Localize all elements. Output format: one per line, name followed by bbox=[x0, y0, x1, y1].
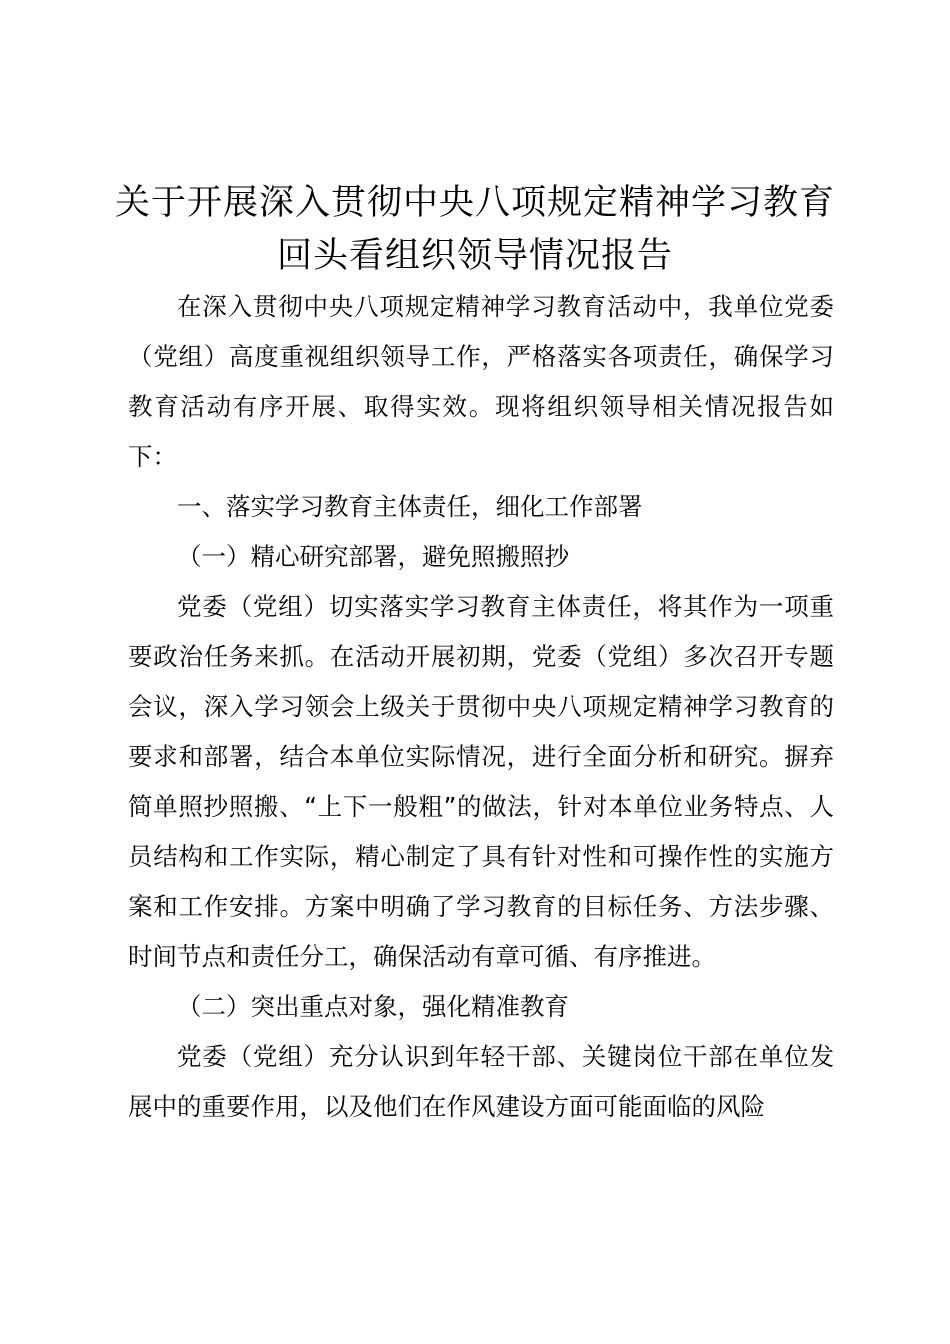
subsection-heading-2: （二）突出重点对象，强化精准教育 bbox=[177, 992, 569, 1021]
document-title-line-2: 回头看组织领导情况报告 bbox=[276, 236, 673, 276]
document-body bbox=[128, 282, 834, 1132]
intro-paragraph: 在深入贯彻中央八项规定精神学习教育活动中，我单位党委（党组）高度重视组织领导工作，严格落实各项责任，确保学习教育活动有序开展、取得实效。现将组织领导相关情况报告如下： bbox=[128, 292, 834, 471]
subsection-heading-1: （一）精心研究部署，避免照搬照抄 bbox=[177, 542, 569, 571]
document-title-line-1: 关于开展深入贯彻中央八项规定精神学习教育 bbox=[114, 183, 835, 223]
body-paragraph-1: 党委（党组）切实落实学习教育主体责任，将其作为一项重要政治任务来抓。在活动开展初期，党委（党组）多次召开专题会议，深入学习领会上级关于贯彻中央八项规定精神学习教育的要求和部署，结合本单位实际情况，进行全面分析和研究。摒弃简单照抄照搬、“上下一般粗”的做法，针对本单位业务特点、人员结构和工作实际，精心制定了具有针对性和可操作性的实施方案和工作安排。方案中明确了学习教育的目标任务、方法步骤、时间节点和责任分工，确保活动有章可循、有序推进。 bbox=[128, 592, 834, 971]
section-heading-1: 一、落实学习教育主体责任，细化工作部署 bbox=[177, 492, 643, 521]
body-paragraph-2: 党委（党组）充分认识到年轻干部、关键岗位干部在单位发展中的重要作用，以及他们在作风建设方面可能面临的风险 bbox=[128, 1042, 834, 1121]
